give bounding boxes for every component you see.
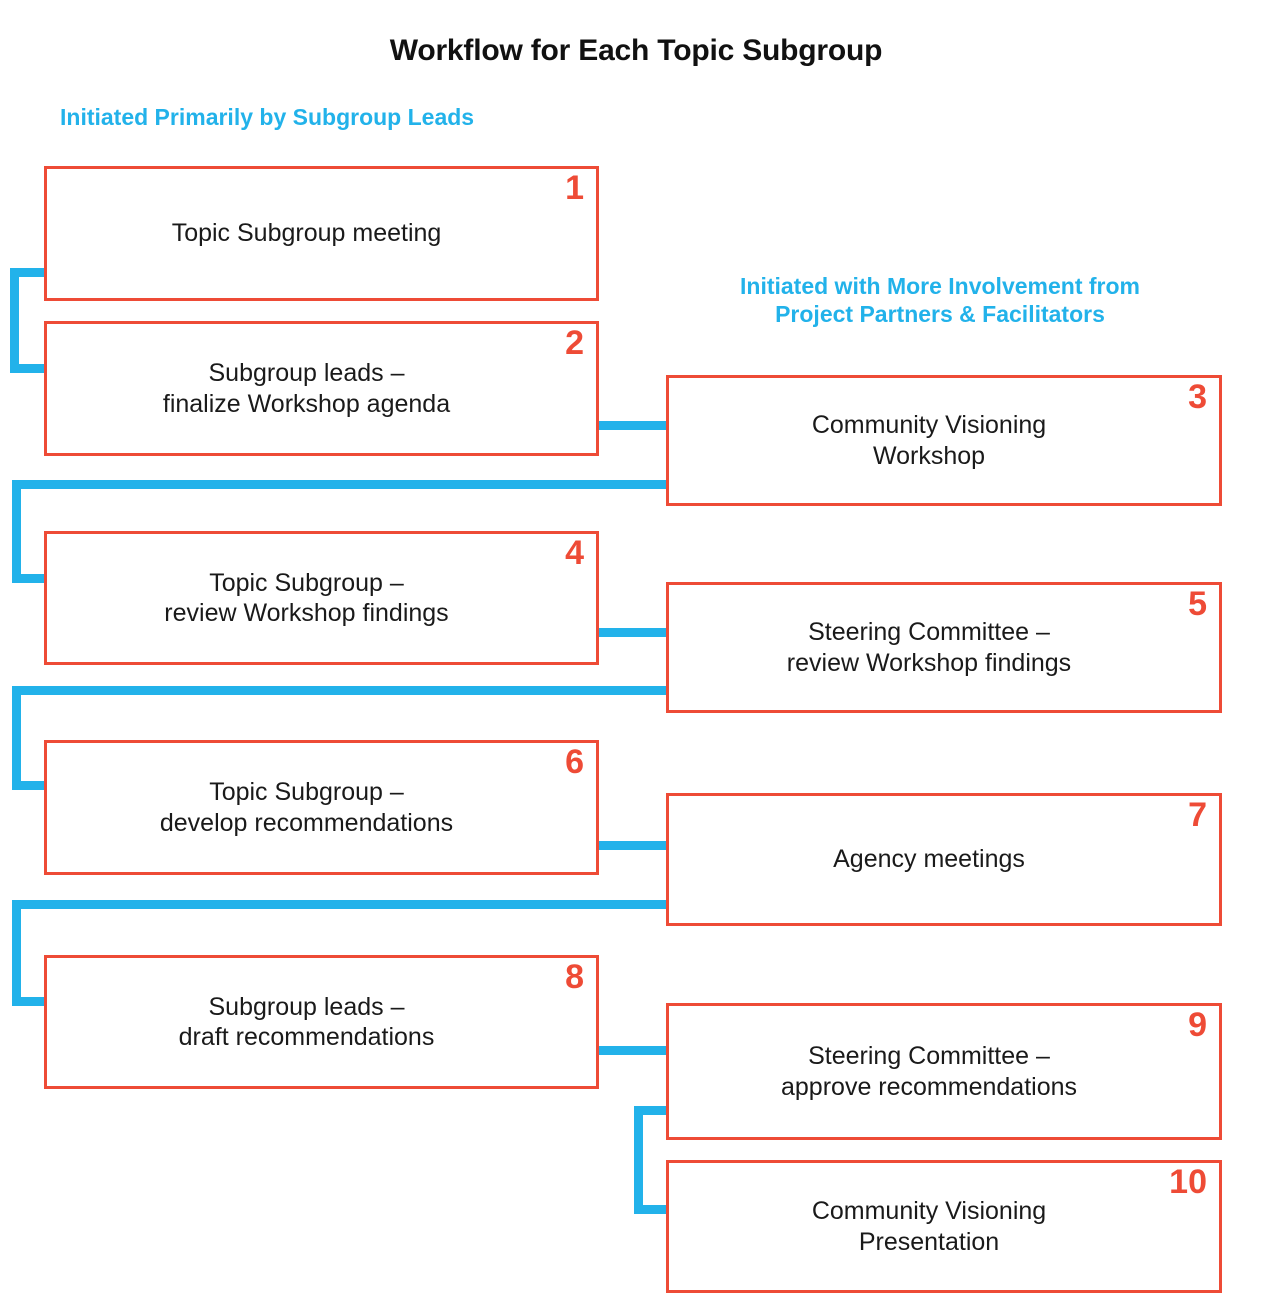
connector-3-to-4-horizontal-out	[12, 480, 692, 489]
connector-9-to-10-vertical	[634, 1106, 643, 1214]
node-2[interactable]	[44, 321, 599, 456]
node-7-number: 7	[1188, 796, 1207, 834]
node-3-number: 3	[1188, 378, 1207, 416]
node-4[interactable]	[44, 531, 599, 665]
node-9-number: 9	[1188, 1006, 1207, 1044]
node-6[interactable]	[44, 740, 599, 875]
node-1[interactable]	[44, 166, 599, 301]
connector-7-to-8-vertical	[12, 900, 21, 1005]
node-3[interactable]	[666, 375, 1222, 506]
node-6-label-line1: Topic Subgroup –	[209, 778, 404, 806]
node-5-number: 5	[1188, 585, 1207, 623]
node-10-number: 10	[1169, 1163, 1207, 1201]
node-2-label-line2: finalize Workshop agenda	[162, 389, 451, 418]
node-10-label	[790, 1196, 1098, 1257]
node-3-label-line2: Workshop	[872, 441, 986, 470]
node-5-label-line2: review Workshop findings	[786, 648, 1072, 677]
node-2-number: 2	[565, 324, 584, 362]
node-4-label-line2: review Workshop findings	[164, 599, 449, 627]
node-1-label-line1: Topic Subgroup meeting	[171, 219, 442, 248]
node-9-label-line1: Steering Committee –	[808, 1042, 1050, 1070]
node-10-label-line2: Presentation	[858, 1227, 1000, 1256]
node-3-label	[790, 410, 1098, 471]
connector-5-to-6-vertical	[12, 686, 21, 789]
node-7-label	[811, 844, 1077, 875]
node-7[interactable]	[666, 793, 1222, 926]
left-column-heading: Initiated Primarily by Subgroup Leads	[60, 104, 475, 130]
node-1-number: 1	[565, 169, 584, 207]
page-title: Workflow for Each Topic Subgroup	[389, 34, 883, 67]
node-8-label-line1: Subgroup leads –	[208, 992, 405, 1021]
right-column-heading-line2: Project Partners & Facilitators	[775, 301, 1105, 328]
connector-1-to-2-vertical	[10, 268, 19, 373]
connector-7-to-8-horizontal-out	[12, 900, 692, 909]
right-column-heading-line1: Initiated with More Involvement from	[740, 273, 1140, 299]
node-4-label-line1: Topic Subgroup –	[209, 568, 404, 597]
node-10[interactable]	[666, 1160, 1222, 1293]
node-5-label	[765, 617, 1123, 678]
node-8[interactable]	[44, 955, 599, 1089]
node-5[interactable]	[666, 582, 1222, 713]
node-10-label-line1: Community Visioning	[811, 1197, 1047, 1225]
node-4-number: 4	[565, 534, 584, 572]
node-3-label-line1: Community Visioning	[811, 411, 1047, 439]
node-9[interactable]	[666, 1003, 1222, 1140]
node-9-label	[759, 1041, 1129, 1102]
node-9-label-line2: approve recommendations	[781, 1072, 1077, 1101]
node-6-label	[138, 777, 505, 838]
connector-3-to-4-vertical	[12, 480, 21, 583]
node-1-label	[150, 218, 494, 249]
right-column-heading	[660, 272, 1220, 328]
node-6-number: 6	[565, 743, 584, 781]
node-6-label-line2: develop recommendations	[159, 808, 454, 837]
node-2-label-line1: Subgroup leads –	[208, 359, 405, 387]
node-8-label	[157, 992, 487, 1053]
node-2-label	[141, 358, 502, 419]
connector-5-to-6-horizontal-out	[12, 686, 692, 695]
node-8-number: 8	[565, 958, 584, 996]
node-5-label-line1: Steering Committee –	[808, 618, 1050, 646]
node-4-label	[142, 568, 500, 629]
node-7-label-line1: Agency meetings	[833, 845, 1025, 874]
node-8-label-line2: draft recommendations	[178, 1023, 435, 1051]
